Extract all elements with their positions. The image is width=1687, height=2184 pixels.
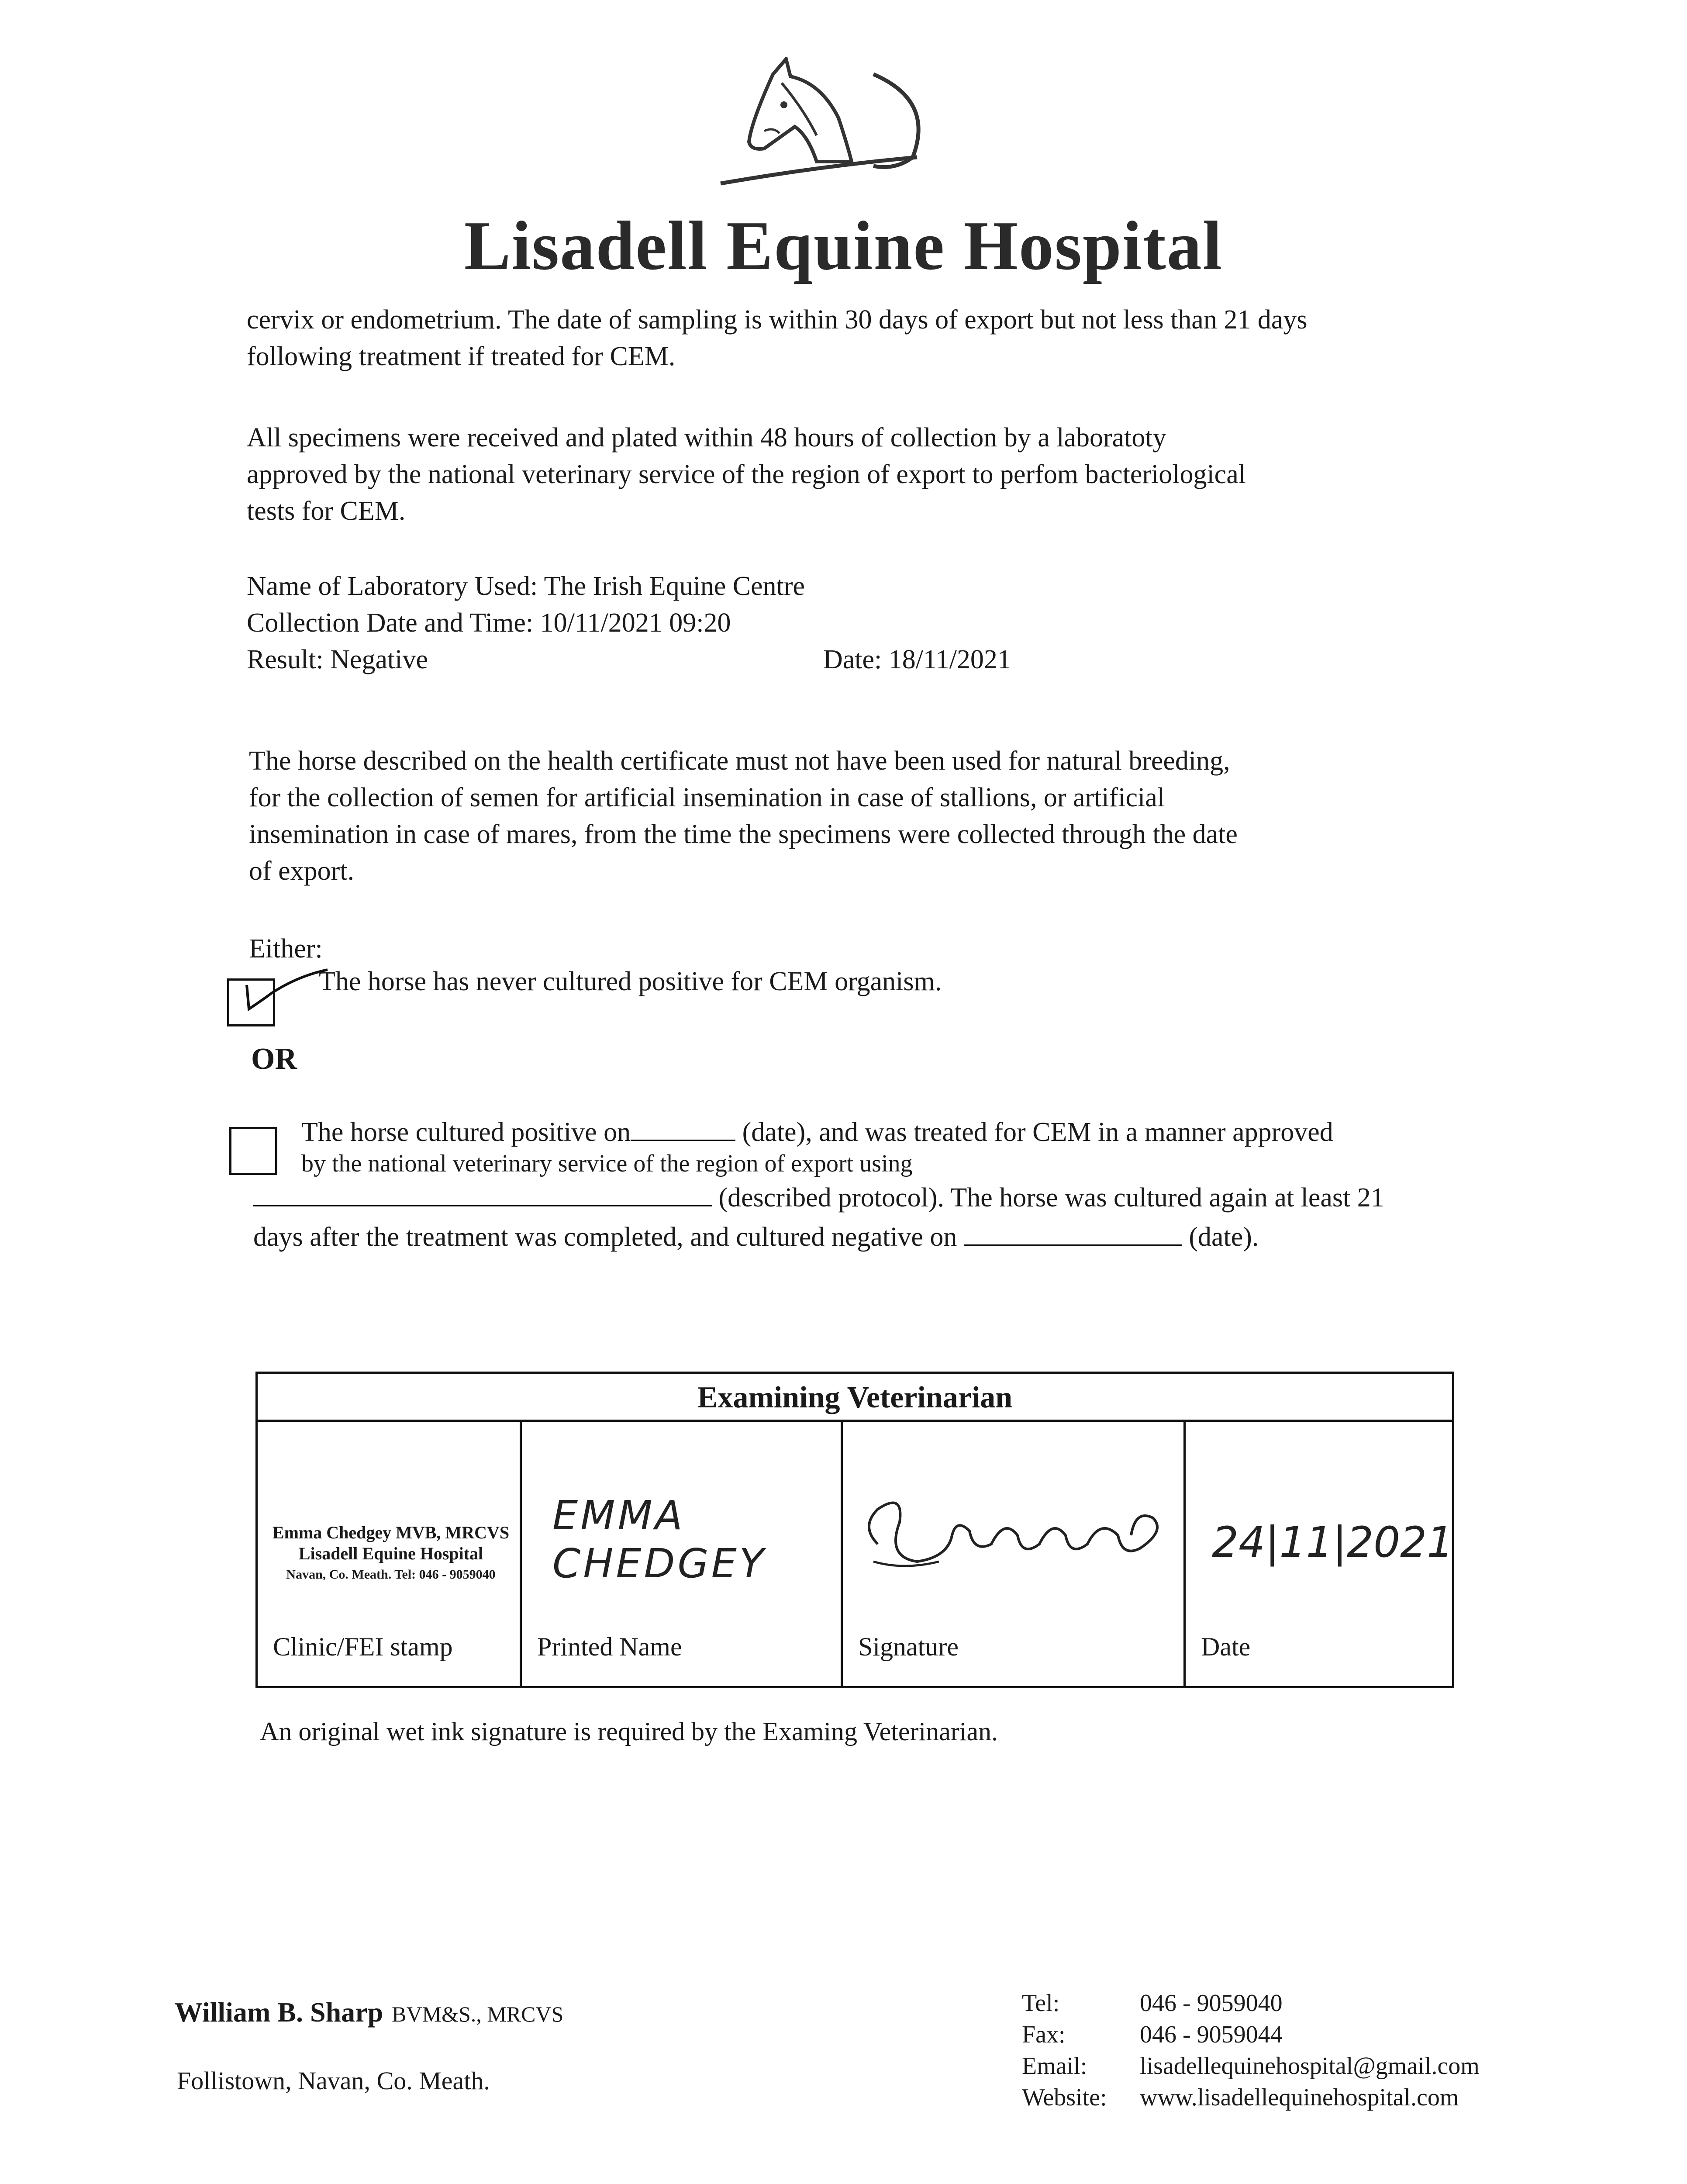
contact-website [1022,2082,1480,2113]
horse-head-logo-icon [707,57,935,188]
option2-line3 [253,1179,1384,1216]
printed-name-cell [522,1422,843,1686]
option2-line2: by the national veterinary service of the region of export using [301,1150,913,1177]
option2-checkbox[interactable] [229,1127,277,1175]
website-link[interactable]: www.lisadellequinehospital.com [1140,2084,1459,2111]
fax-label: Fax: [1022,2021,1066,2048]
result-date-value: 18/11/2021 [888,645,1011,674]
examining-veterinarian-table [255,1372,1454,1688]
result-date-label: Date: [823,645,882,674]
collection-line [247,605,1382,641]
date-cell [1186,1422,1452,1686]
either-label: Either: [249,934,323,964]
signature-date-value: 24|11|2021 [1212,1518,1454,1567]
positive-date-blank[interactable] [631,1118,735,1141]
option2-text-e: days after the treatment was completed, and cultured negative on [253,1222,957,1252]
signature [852,1483,1175,1588]
result-label: Result: [247,645,324,674]
text-line: The horse described on the health certificate must not have been used for natural breeding, [249,746,1230,776]
option2-text [301,1114,1459,1177]
text-line: following treatment if treated for CEM. [247,342,676,371]
hospital-name: Lisadell Equine Hospital [464,207,1223,284]
fax-value: 046 - 9059044 [1140,2021,1283,2048]
collection-value: 10/11/2021 09:20 [540,608,731,638]
contact-tel [1022,1987,1480,2019]
option1-text: The horse has never cultured positive for CEM organism. [319,967,942,996]
paragraph-specimens [247,419,1470,529]
text-line: cervix or endometrium. The date of sampling is within 30 days of export but not less than 21 days [247,305,1308,335]
text-line: All specimens were received and plated within 48 hours of collection by a laboratoty [247,423,1166,453]
stamp-line3: Navan, Co. Meath. Tel: 046 - 9059040 [286,1567,496,1582]
option2-line1 [301,1114,1459,1151]
printed-name-label: Printed Name [537,1632,682,1661]
text-line: tests for CEM. [247,496,406,526]
text-line: for the collection of semen for artificial insemination in case of stallions, or artificial [249,783,1165,812]
tel-value: 046 - 9059040 [1140,1990,1283,2017]
paragraph-breeding [249,743,1472,889]
lab-name-value: The Irish Equine Centre [544,571,805,601]
protocol-blank[interactable] [253,1183,712,1206]
option2-text-d: (described protocol). The horse was cultured again at least 21 [718,1183,1384,1213]
footer-vet-name [175,1996,563,2028]
result-value: Negative [330,645,428,674]
option2-text-a: The horse cultured positive on [301,1117,631,1147]
text-line: of export. [249,856,355,886]
or-label: OR [251,1042,297,1076]
wet-ink-note: An original wet ink signature is required by the Examing Veterinarian. [260,1717,998,1746]
signature-cell [843,1422,1186,1686]
clinic-stamp-label: Clinic/FEI stamp [273,1632,453,1661]
result-line [247,641,1382,678]
printed-name-line1: EMMA [552,1492,685,1539]
contact-details [1022,1987,1480,2113]
clinic-stamp [262,1522,520,1585]
date-label: Date [1201,1632,1251,1661]
collection-label: Collection Date and Time: [247,608,534,638]
paragraph-sampling [247,301,1426,375]
lab-name-label: Name of Laboratory Used: [247,571,538,601]
lab-name-line [247,568,1382,605]
signature-label: Signature [858,1632,959,1661]
footer-qualifications: BVM&S., MRCVS [392,2002,564,2026]
option2-text-f: (date). [1189,1222,1259,1252]
footer-name-text: William B. Sharp [175,1997,383,2028]
footer-address: Follistown, Navan, Co. Meath. [177,2067,490,2095]
laboratory-details [247,568,1382,678]
result-date [823,641,1011,678]
stamp-line2: Lisadell Equine Hospital [298,1544,483,1563]
email-label: Email: [1022,2053,1087,2080]
clinic-stamp-cell [258,1422,522,1686]
printed-name-line2: CHEDGEY [552,1540,767,1587]
option2-text-b: (date), and was treated for CEM in a manner approved [742,1117,1333,1147]
contact-fax [1022,2019,1480,2050]
tel-label: Tel: [1022,1990,1060,2017]
negative-date-blank[interactable] [964,1223,1182,1246]
text-line: approved by the national veterinary service of the region of export to perfom bacteriological [247,460,1246,489]
email-link[interactable]: lisadellequinehospital@gmail.com [1140,2053,1480,2080]
printed-name-value [552,1492,823,1588]
text-line: insemination in case of mares, from the time the specimens were collected through the date [249,819,1238,849]
table-title: Examining Veterinarian [258,1374,1452,1422]
option2-line4 [253,1219,1259,1255]
website-label: Website: [1022,2084,1107,2111]
contact-email [1022,2050,1480,2082]
stamp-line1: Emma Chedgey MVB, MRCVS [272,1523,510,1542]
